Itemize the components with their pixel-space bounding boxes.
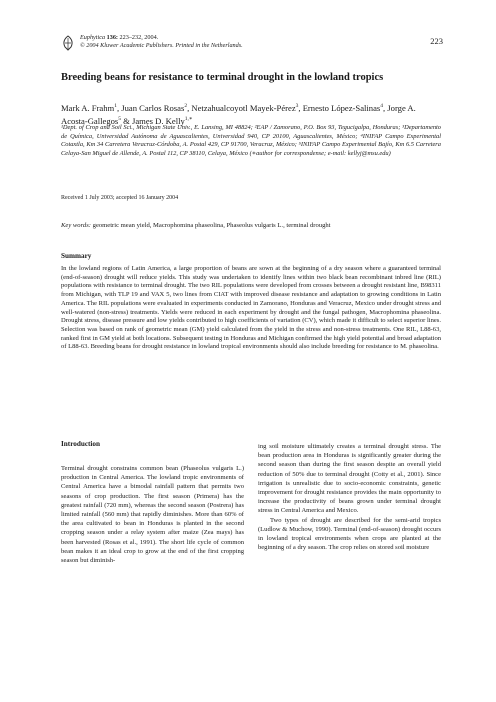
author-affiliation-mark: 4 [380, 103, 383, 109]
copyright-line: © 2004 Kluwer Academic Publishers. Printed in the Netherlands. [80, 42, 243, 49]
article-title: Breeding beans for resistance to terminal drought in the lowland tropics [61, 72, 384, 83]
keywords-label: Key words: [61, 222, 91, 229]
summary-text: In the lowland regions of Latin America, a large proportion of beans are sown at the beginning of a dry season where a guaranteed terminal (end-of-season) drought will reduce yields. This study was undertaken to identify lines within two black bean recombinant inbred line (RIL) populations with resistance to terminal drought. The two RIL populations were developed from crosses between a drought resistant line, B98311 from Michigan, with TLP 19 and VAX 5, two lines from CIAT with improved disease resistance and adaptation to growing conditions in Latin America. The RIL populations were evaluated in experiments conducted in Zamorano, Honduras and Veracruz, Mexico under drought stress and well-watered (non-stress) treatments. Yields were reduced in each experiment by drought and the fungal pathogen, Macrophomina phaseolina. Drought stress, disease pressure and low yields contributed to high coefficients of variation (CV), which made it difficult to select superior lines. Selection was based on rank of geometric mean (GM) yield calculated from the yield in the stress and non-stress treatments. One RIL, L88-63, ranked first in GM yield at both locations. Subsequent testing in Honduras and Michigan confirmed the high yield potential and broad adaptation of L88-63. Breeding beans for drought resistance in lowland tropical environments should also include breeding for resistance to M. phaseolina. [61, 265, 442, 351]
author-separator: , [383, 102, 388, 113]
introduction-left-column [61, 464, 244, 565]
keywords [61, 222, 441, 229]
journal-header [61, 34, 443, 56]
author-affiliation-mark: 2 [184, 103, 188, 109]
intro-paragraph-continued: ing soil moisture ultimately creates a terminal drought stress. The bean production area in Honduras is significantly greater during the second season than during the first season despite an overall yield reduction of 50% due to terminal drought (Cotty et al., 2001). Since irrigation is unrealistic due to socio-economic constraints, genetic improvement for drought resistance provides the main opportunity to increase the productivity of beans grown under terminal drought stress in Central America and Mexico. [258, 443, 441, 515]
author-name: Mark A. Frahm [61, 102, 115, 113]
intro-paragraph-1: Terminal drought constrains common bean (Phaseolus vulgaris L.) production in Central America. The lowland tropic environments of Central America have a bimodal rainfall pattern that permits two seasons of crop production. The first season (Primera) has the greatest rainfall (720 mm), whereas the second season (Postrera) has limited rainfall (560 mm) that rapidly diminishes. More than 60% of the area cultivated to bean in Honduras is planted in the second cropping season under a relay system after maize (Zea mays) has been harvested (Rosas et al., 1991). The short life cycle of common bean makes it an ideal crop to grow at the end of the first cropping season but diminish- [61, 465, 244, 565]
author-name: James D. Kelly [132, 116, 185, 127]
received-dates: Received 1 July 2003; accepted 16 January 2004 [61, 195, 179, 201]
author-affiliation-mark: 1,∗ [184, 116, 193, 123]
author-name: Netzahualcoyotl Mayek-Pérez [191, 102, 296, 113]
author-separator: , [187, 102, 192, 113]
author-affiliation-mark: 1 [114, 103, 117, 109]
keywords-text: geometric mean yield, Macrophomina phaseolina, Phaseolus vulgaris L., terminal drought [92, 222, 331, 229]
author-name: Ernesto López-Salinas [302, 102, 381, 113]
author-affiliation-mark: 5 [118, 116, 122, 123]
publisher-logo-icon [61, 35, 75, 51]
introduction-right-column [258, 442, 441, 552]
author-separator: , [298, 102, 303, 113]
journal-volume: 136: [106, 34, 118, 41]
journal-pages: 223–232, 2004. [119, 34, 159, 41]
author-separator: , [116, 102, 122, 113]
author-name: Juan Carlos Rosas [121, 102, 185, 113]
journal-citation [80, 34, 243, 50]
author-separator: & [121, 116, 133, 127]
affiliations: ¹Dept. of Crop and Soil Sci., Michigan State Univ., E. Lansing, MI 48824; ²EAP / Zamorano, P.O. Box 93, Tegucigalpa, Honduras; ³Departamento de Química, Universidad Autónoma de Aguascalientes, Universidad 940, CP 20100, Aguascalientes, México; ⁴INIFAP Campo Experimental Cotaxtla, Km 34 Carretera Veracruz-Córdoba, A. Postal 429, CP 91700, Veracruz, México; ⁵INIFAP Campo Experimental Bajío, Km 6.5 Carretera Celaya-San Miguel de Allende, A. Postal 112, CP 38110, Celaya, México (∗author for correspondense; e-mail: kellyj@msu.edu) [61, 124, 441, 157]
journal-name: Euphytica [80, 34, 106, 41]
author-affiliation-mark: 3 [295, 103, 299, 109]
summary-heading: Summary [61, 252, 92, 260]
page-number: 223 [430, 36, 443, 46]
introduction-heading: Introduction [61, 440, 101, 448]
intro-paragraph-2: Two types of drought are described for the semi-arid tropics (Ludlow & Muchow, 1990). Terminal (end-of-season) drought occurs in lowland tropical environments when crops are planted at the beginning of a dry season. The crop relies on stored soil moisture [258, 516, 441, 552]
author-name: Jorge A. Acosta-Gallegos [61, 102, 416, 127]
